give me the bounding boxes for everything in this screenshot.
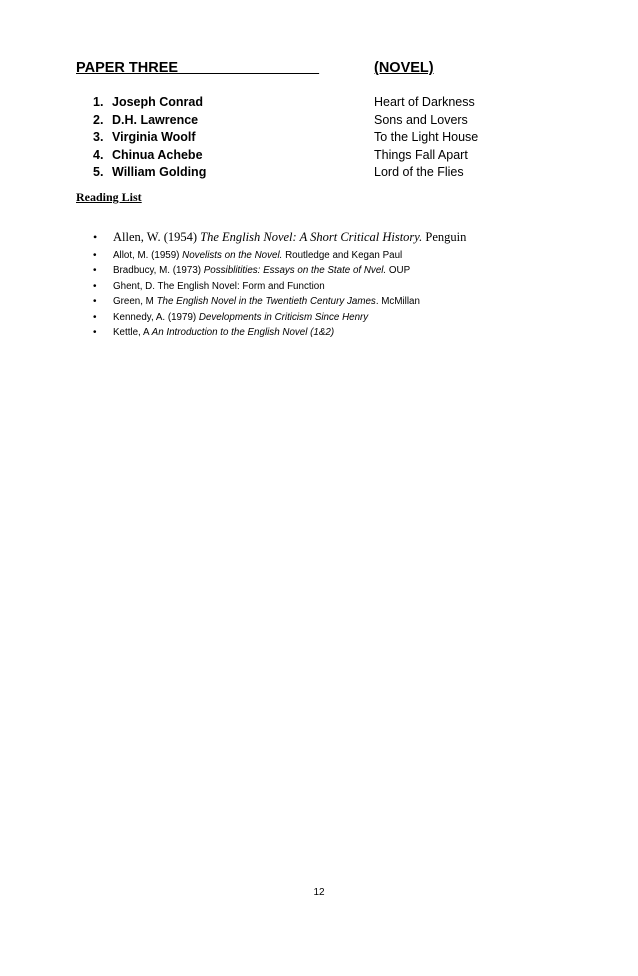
reference-text	[113, 230, 466, 245]
author-name: Virginia Woolf	[112, 130, 196, 144]
reference-publisher: OUP	[386, 265, 411, 277]
reference-item	[0, 327, 638, 342]
author-row	[0, 130, 638, 148]
reference-item	[0, 265, 638, 280]
reference-text	[113, 327, 334, 338]
page-number: 12	[313, 887, 325, 898]
reference-publisher: . McMillan	[375, 296, 420, 308]
reference-item	[0, 281, 638, 296]
paper-title: PAPER THREE	[76, 60, 179, 76]
reference-author: Bradbucy, M. (1973)	[113, 265, 204, 277]
reference-author: Kettle, A	[113, 326, 152, 338]
reference-item	[0, 230, 638, 250]
reference-text	[113, 281, 325, 292]
reference-text	[113, 312, 368, 323]
paper-category: (NOVEL)	[374, 60, 434, 76]
author-row	[0, 95, 638, 113]
novel-title: Heart of Darkness	[374, 95, 475, 109]
reference-author: Allot, M. (1959)	[113, 250, 183, 261]
author-list	[0, 95, 638, 183]
reference-text	[113, 296, 420, 307]
author-row	[0, 113, 638, 131]
reference-book-title: An Introduction to the English Novel (1&2)	[151, 326, 335, 338]
reference-author: Kennedy, A. (1979)	[113, 311, 199, 323]
reference-book-title: Possiblitities: Essays on the State of Nvel.	[203, 265, 387, 277]
author-name: Joseph Conrad	[112, 95, 203, 109]
bullet-icon: •	[93, 311, 97, 323]
reference-item	[0, 312, 638, 327]
author-row	[0, 165, 638, 183]
reference-book-title: The English Novel in the Twentieth Century James	[156, 296, 376, 308]
author-name: D.H. Lawrence	[112, 112, 199, 127]
bullet-icon: •	[93, 250, 97, 261]
reference-publisher: Routledge and Kegan Paul	[282, 250, 403, 261]
reference-author: Allen, W. (1954)	[113, 230, 201, 244]
reading-list	[0, 230, 638, 342]
reference-item	[0, 250, 638, 265]
novel-title: Sons and Lovers	[374, 112, 468, 127]
paper-heading-row	[76, 60, 456, 82]
bullet-icon: •	[93, 265, 97, 277]
author-number: 5.	[93, 165, 104, 179]
author-number: 3.	[93, 130, 104, 144]
author-number: 2.	[93, 112, 104, 127]
author-number: 1.	[93, 95, 104, 109]
novel-title: Things Fall Apart	[374, 147, 468, 162]
novel-title: Lord of the Flies	[374, 165, 464, 179]
author-row	[0, 148, 638, 166]
reference-book-title: The English Novel: A Short Critical History.	[200, 230, 423, 244]
bullet-icon: •	[93, 296, 97, 308]
reference-book-title: Developments in Criticism Since Henry	[198, 311, 369, 323]
bullet-icon: •	[93, 230, 98, 244]
bullet-icon: •	[93, 326, 97, 338]
novel-title: To the Light House	[374, 130, 479, 144]
author-name: Chinua Achebe	[112, 147, 203, 162]
reading-list-title: Reading List	[76, 190, 142, 204]
author-name: William Golding	[112, 165, 207, 179]
reference-book-title: Novelists on the Novel.	[182, 250, 283, 261]
reference-item	[0, 296, 638, 311]
bullet-icon: •	[93, 280, 97, 292]
reference-author: Green, M	[113, 296, 157, 308]
reference-text	[113, 265, 410, 276]
author-number: 4.	[93, 147, 104, 162]
reference-author: Ghent, D. The English Novel: Form and Function	[113, 280, 325, 292]
reference-text	[113, 250, 402, 261]
reference-publisher: Penguin	[422, 230, 467, 244]
